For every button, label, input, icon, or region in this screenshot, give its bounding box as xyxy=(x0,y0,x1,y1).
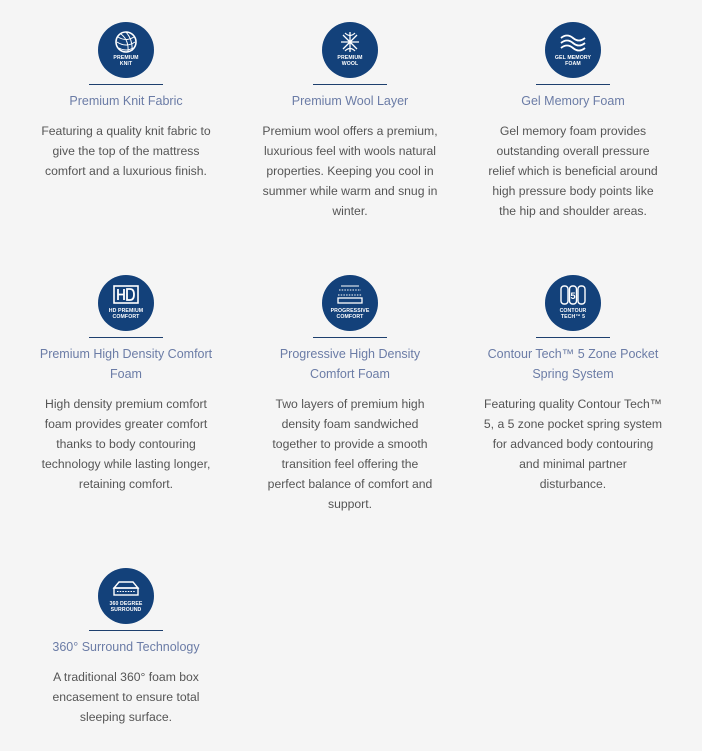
badge-label: 360 DEGREE SURROUND xyxy=(109,601,143,613)
badge-360-surround xyxy=(98,568,154,624)
feature-title: 360° Surround Technology xyxy=(52,640,200,654)
divider xyxy=(536,337,610,338)
feature-description: Two layers of premium high density foam sandwiched together to provide a smooth transition feel offering the perfect balance of comfort and support. xyxy=(267,397,433,511)
feature-title: Premium Knit Fabric xyxy=(69,94,183,108)
feature-title: Contour Tech™ 5 Zone Pocket Spring System xyxy=(487,347,659,381)
feature-title: Premium High Density Comfort Foam xyxy=(39,347,213,381)
badge-label: CONTOUR TECH™ 5 xyxy=(559,308,587,320)
divider xyxy=(89,84,163,85)
feature-title: Premium Wool Layer xyxy=(291,94,409,108)
badge-label: GEL MEMORY FOAM xyxy=(554,55,592,67)
wool-skein-icon xyxy=(335,30,365,54)
feature-gel-memory-foam xyxy=(468,22,678,221)
hd-box-icon xyxy=(111,283,141,307)
divider xyxy=(313,337,387,338)
badge-premium-wool xyxy=(322,22,378,78)
feature-progressive-comfort-foam xyxy=(245,275,455,514)
feature-description: Featuring quality Contour Tech™ 5, a 5 zone pocket spring system for advanced body contouring and minimal partner disturbance. xyxy=(483,397,663,491)
foam-box-icon xyxy=(111,576,141,600)
feature-title: Gel Memory Foam xyxy=(521,94,625,108)
feature-premium-knit xyxy=(21,22,231,181)
coil-springs-icon xyxy=(558,283,588,307)
knit-ball-icon xyxy=(111,30,141,54)
feature-description: Featuring a quality knit fabric to give the top of the mattress comfort and a luxurious finish. xyxy=(41,124,211,178)
badge-label: PREMIUM WOOL xyxy=(337,55,363,67)
divider xyxy=(89,630,163,631)
feature-description: A traditional 360° foam box encasement to ensure total sleeping surface. xyxy=(52,670,200,724)
svg-text:5: 5 xyxy=(570,291,576,301)
feature-premium-wool xyxy=(245,22,455,221)
badge-label: HD PREMIUM COMFORT xyxy=(108,308,144,320)
badge-hd-comfort xyxy=(98,275,154,331)
feature-360-surround xyxy=(21,568,231,727)
badge-contour-tech xyxy=(545,275,601,331)
feature-description: Premium wool offers a premium, luxurious feel with wools natural properties. Keeping you cool in summer while warm and snug in winter. xyxy=(262,124,438,218)
badge-label: PREMIUM KNIT xyxy=(113,55,139,67)
divider xyxy=(313,84,387,85)
feature-contour-tech-springs xyxy=(468,275,678,494)
badge-premium-knit xyxy=(98,22,154,78)
divider xyxy=(536,84,610,85)
feature-description: High density premium comfort foam provides greater comfort thanks to body contouring technology while lasting longer, retaining comfort. xyxy=(41,397,211,491)
feature-description: Gel memory foam provides outstanding overall pressure relief which is beneficial around high pressure body points like the hip and shoulder areas. xyxy=(488,124,658,218)
badge-label: PROGRESSIVE COMFORT xyxy=(330,308,370,320)
feature-hd-comfort-foam xyxy=(21,275,231,494)
badge-gel-memory-foam xyxy=(545,22,601,78)
layers-icon xyxy=(335,283,365,307)
gel-wave-icon xyxy=(558,30,588,54)
divider xyxy=(89,337,163,338)
feature-title: Progressive High Density Comfort Foam xyxy=(279,347,421,381)
badge-progressive-comfort xyxy=(322,275,378,331)
